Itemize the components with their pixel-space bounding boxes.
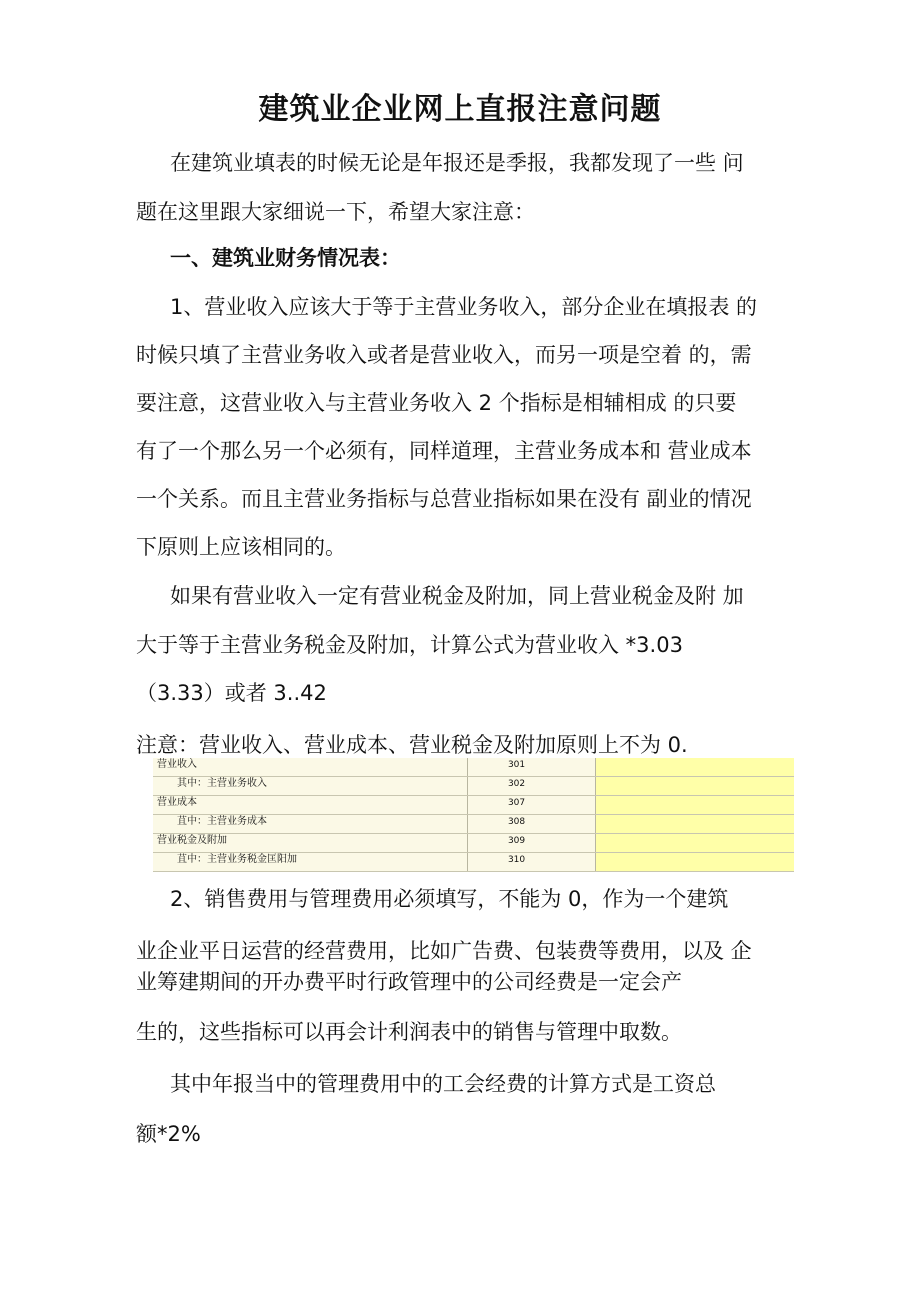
row-value-input[interactable] [596,777,795,796]
row-code: 308 [467,815,595,834]
row-label: 其中：主营业务收入 [153,777,467,796]
row-label: 营业收入 [153,758,467,777]
paragraph-line: 大于等于主营业务税金及附加，计算公式为营业收入 *3.03 [136,633,683,657]
note-line: 注意：营业收入、营业成本、营业税金及附加原则上不为 0. [136,733,688,757]
row-code: 307 [467,796,595,815]
form-row [153,796,794,815]
row-label: 营业成本 [153,796,467,815]
document-title: 建筑业企业网上直报注意问题 [258,92,662,127]
form-row [153,853,794,872]
finance-form-table [153,758,794,872]
paragraph-line: 2、销售费用与管理费用必须填写，不能为 0，作为一个建筑 [170,887,729,911]
paragraph-line: 其中年报当中的管理费用中的工会经费的计算方式是工资总 [170,1072,716,1096]
row-label: 苴中：主营业务税金匡阳加 [153,853,467,872]
row-code: 301 [467,758,595,777]
paragraph-line: 在建筑业填表的时候无论是年报还是季报，我都发现了一些 问 [170,151,744,175]
row-code: 302 [467,777,595,796]
row-label: 苴中：主营业务成本 [153,815,467,834]
form-row [153,758,794,777]
paragraph-line: 1、营业收入应该大于等于主营业务收入，部分企业在填报表 的 [170,295,758,319]
form-row [153,777,794,796]
paragraph-line: 时候只填了主营业务收入或者是营业收入，而另一项是空着 的，需 [136,343,752,367]
form-row [153,834,794,853]
paragraph-line: 业筹建期间的开办费平时行政管理中的公司经费是一定会产 [136,970,682,994]
row-code: 309 [467,834,595,853]
paragraph-line: 要注意，这营业收入与主营业务收入 2 个指标是相辅相成 的只要 [136,391,737,415]
paragraph-line: 有了一个那么另一个必须有，同样道理，主营业务成本和 营业成本 [136,439,752,463]
row-label: 营业税金及附加 [153,834,467,853]
section-heading: 一、建筑业财务情况表： [170,246,401,270]
paragraph-line: 如果有营业收入一定有营业税金及附加，同上营业税金及附 加 [170,584,744,608]
row-value-input[interactable] [596,834,795,853]
row-value-input[interactable] [596,796,795,815]
row-value-input[interactable] [596,853,795,872]
row-code: 310 [467,853,595,872]
paragraph-line: （3.33）或者 3..42 [136,681,327,705]
paragraph-line: 一个关系。而且主营业务指标与总营业指标如果在没有 副业的情况 [136,487,752,511]
row-value-input[interactable] [596,815,795,834]
paragraph-line: 业企业平日运营的经营费用，比如广告费、包装费等费用，以及 企 [136,939,752,963]
paragraph-line: 题在这里跟大家细说一下，希望大家注意： [136,200,535,224]
row-value-input[interactable] [596,758,795,777]
paragraph-line: 下原则上应该相同的。 [136,535,346,559]
paragraph-line: 生的，这些指标可以再会计利润表中的销售与管理中取数。 [136,1020,682,1044]
paragraph-line: 额*2% [136,1122,201,1146]
form-row [153,815,794,834]
